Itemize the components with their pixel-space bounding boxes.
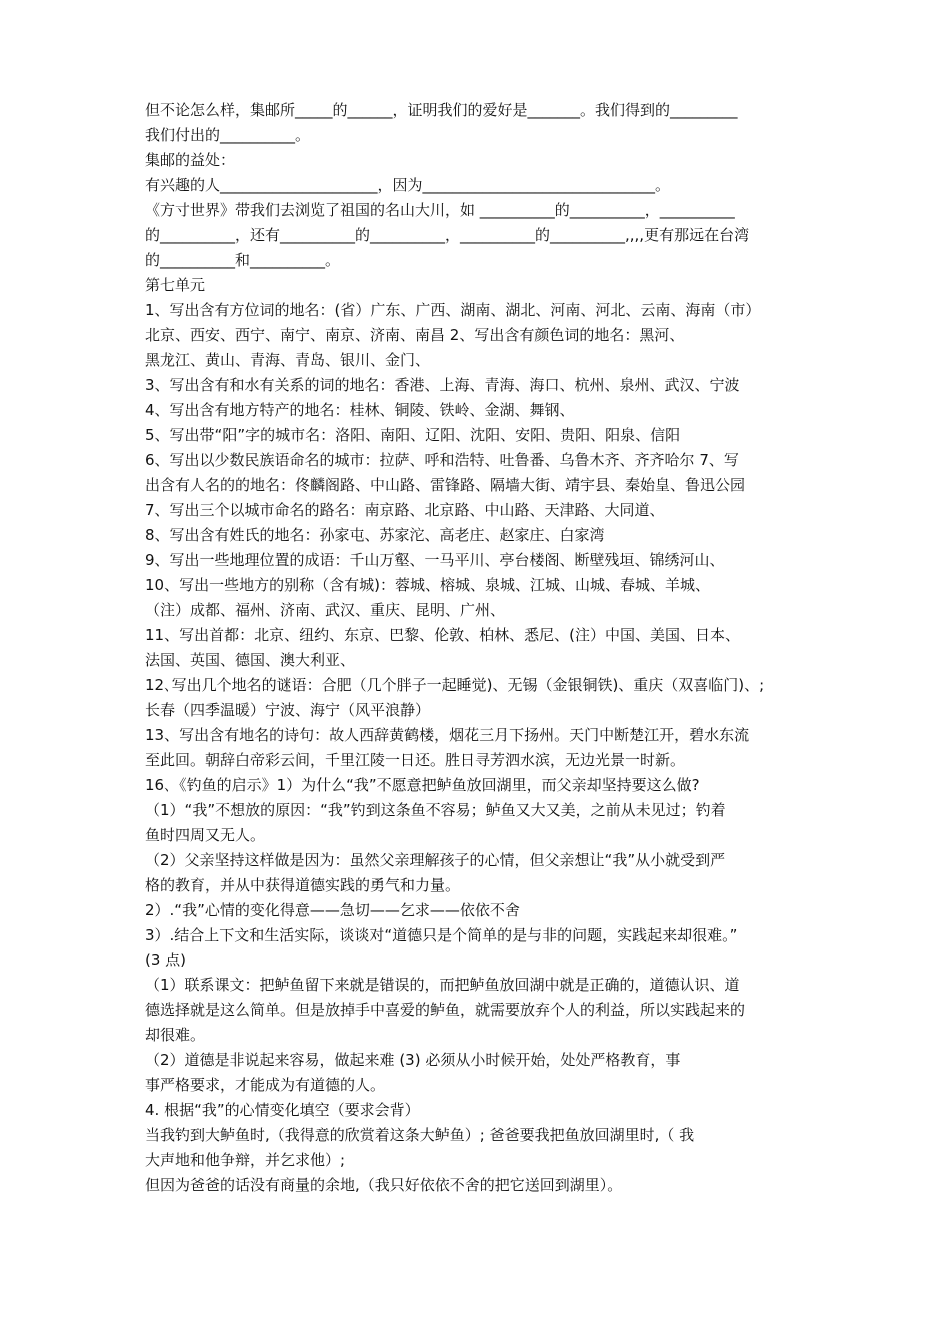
text-line: 6、写出以少数民族语命名的城市：拉萨、呼和浩特、吐鲁番、乌鲁木齐、齐齐哈尔 7、写 bbox=[145, 451, 739, 469]
text-line: 长春（四季温暖）宁波、海宁（风平浪静） bbox=[145, 701, 431, 719]
text-line: (3 点) bbox=[145, 951, 187, 969]
text-line: 大声地和他争辩，并乞求他）; bbox=[145, 1151, 346, 1169]
text-line: 法国、英国、德国、澳大利亚、 bbox=[145, 651, 356, 669]
text-line: 但不论怎么样，集邮所_____的______，证明我们的爱好是_______。我们得到的_________ bbox=[145, 101, 738, 119]
text-line: 4、写出含有地方特产的地名：桂林、铜陵、铁岭、金湖、舞钢、 bbox=[145, 401, 575, 419]
text-line: 黑龙江、黄山、青海、青岛、银川、金门、 bbox=[145, 351, 431, 369]
text-line: 4. 根据“我”的心情变化填空（要求会背） bbox=[145, 1101, 420, 1119]
text-line: （注）成都、福州、济南、武汉、重庆、昆明、广州、 bbox=[145, 601, 506, 619]
text-line: 有兴趣的人_____________________，因为_______________________________。 bbox=[145, 176, 671, 194]
text-line: 9、写出一些地理位置的成语：千山万壑、一马平川、亭台楼阁、断壁残垣、锦绣河山、 bbox=[145, 551, 725, 569]
text-line: 5、写出带“阳”字的城市名：洛阳、南阳、辽阳、沈阳、安阳、贵阳、阳泉、信阳 bbox=[145, 426, 681, 444]
text-line: （2）道德是非说起来容易，做起来难 (3) 必须从小时候开始，处处严格教育，事 bbox=[145, 1051, 681, 1069]
text-line: 3、写出含有和水有关系的词的地名：香港、上海、青海、海口、杭州、泉州、武汉、宁波 bbox=[145, 376, 740, 394]
text-line: 至此回。朝辞白帝彩云间，千里江陵一日还。胜日寻芳泗水滨，无边光景一时新。 bbox=[145, 751, 686, 769]
text-line: 我们付出的__________。 bbox=[145, 126, 311, 144]
text-line: 当我钓到大鲈鱼时,（我得意的欣赏着这条大鲈鱼）; 爸爸要我把鱼放回湖里时,（ 我 bbox=[145, 1126, 695, 1144]
text-line: 13、写出含有地名的诗句：故人西辞黄鹤楼，烟花三月下扬州。天门中断楚江开，碧水东流 bbox=[145, 726, 750, 744]
text-line: 的__________和__________。 bbox=[145, 251, 341, 269]
text-line: 事严格要求，才能成为有道德的人。 bbox=[145, 1076, 386, 1094]
text-line: 2）.“我”心情的变化得意——急切——乞求——依依不舍 bbox=[145, 901, 520, 919]
text-line: 却很难。 bbox=[145, 1026, 206, 1044]
text-line: （1）“我”不想放的原因：“我”钓到这条鱼不容易；鲈鱼又大又美，之前从未见过；钓着 bbox=[145, 801, 726, 819]
text-line: 8、写出含有姓氏的地名：孙家屯、苏家沱、高老庄、赵家庄、白家湾 bbox=[145, 526, 605, 544]
text-line: 鱼时四周又无人。 bbox=[145, 826, 266, 844]
document-page bbox=[145, 98, 825, 1198]
text-line: 但因为爸爸的话没有商量的余地,（我只好依依不舍的把它送回到湖里）。 bbox=[145, 1176, 623, 1194]
text-line: 德选择就是这么简单。但是放掉手中喜爱的鲈鱼，就需要放弃个人的利益，所以实践起来的 bbox=[145, 1001, 746, 1019]
text-line: 的__________，还有__________的__________，__________的__________,,,,更有那远在台湾 bbox=[145, 226, 750, 244]
section-heading: 第七单元 bbox=[145, 276, 206, 294]
text-line: 《方寸世界》带我们去浏览了祖国的名山大川，如 __________的__________，__________ bbox=[145, 201, 735, 219]
text-line: 出含有人名的的地名：佟麟阁路、中山路、雷锋路、隔墙大街、靖宇县、秦始皇、鲁迅公园 bbox=[145, 476, 746, 494]
text-line: 7、写出三个以城市命名的路名：南京路、北京路、中山路、天津路、大同道、 bbox=[145, 501, 665, 519]
text-line: 3）.结合上下文和生活实际，谈谈对“道德只是个简单的是与非的问题，实践起来却很难。” bbox=[145, 926, 738, 944]
text-line: 北京、西安、西宁、南宁、南京、济南、南昌 2、写出含有颜色词的地名：黑河、 bbox=[145, 326, 685, 344]
text-line: 10、写出一些地方的别称（含有城)：蓉城、榕城、泉城、江城、山城、春城、羊城、 bbox=[145, 576, 710, 594]
text-line: 集邮的益处： bbox=[145, 151, 236, 169]
text-line: （1）联系课文：把鲈鱼留下来就是错误的，而把鲈鱼放回湖中就是正确的，道德认识、道 bbox=[145, 976, 740, 994]
text-line: 16､《钓鱼的启示》1）为什么“我”不愿意把鲈鱼放回湖里，而父亲却坚持要这么做? bbox=[145, 776, 700, 794]
text-line: 格的教育，并从中获得道德实践的勇气和力量。 bbox=[145, 876, 461, 894]
text-line: 1、写出含有方位词的地名：(省）广东、广西、湖南、湖北、河南、河北、云南、海南（市） bbox=[145, 301, 761, 319]
text-line: （2）父亲坚持这样做是因为：虽然父亲理解孩子的心情，但父亲想让“我”从小就受到严 bbox=[145, 851, 726, 869]
text-line: 12､写出几个地名的谜语：合肥（几个胖子一起睡觉)、无锡（金银铜铁)、重庆（双喜临门)、; bbox=[145, 676, 765, 694]
text-line: 11、写出首都：北京、纽约、东京、巴黎、伦敦、柏林、悉尼、(注）中国、美国、日本、 bbox=[145, 626, 740, 644]
